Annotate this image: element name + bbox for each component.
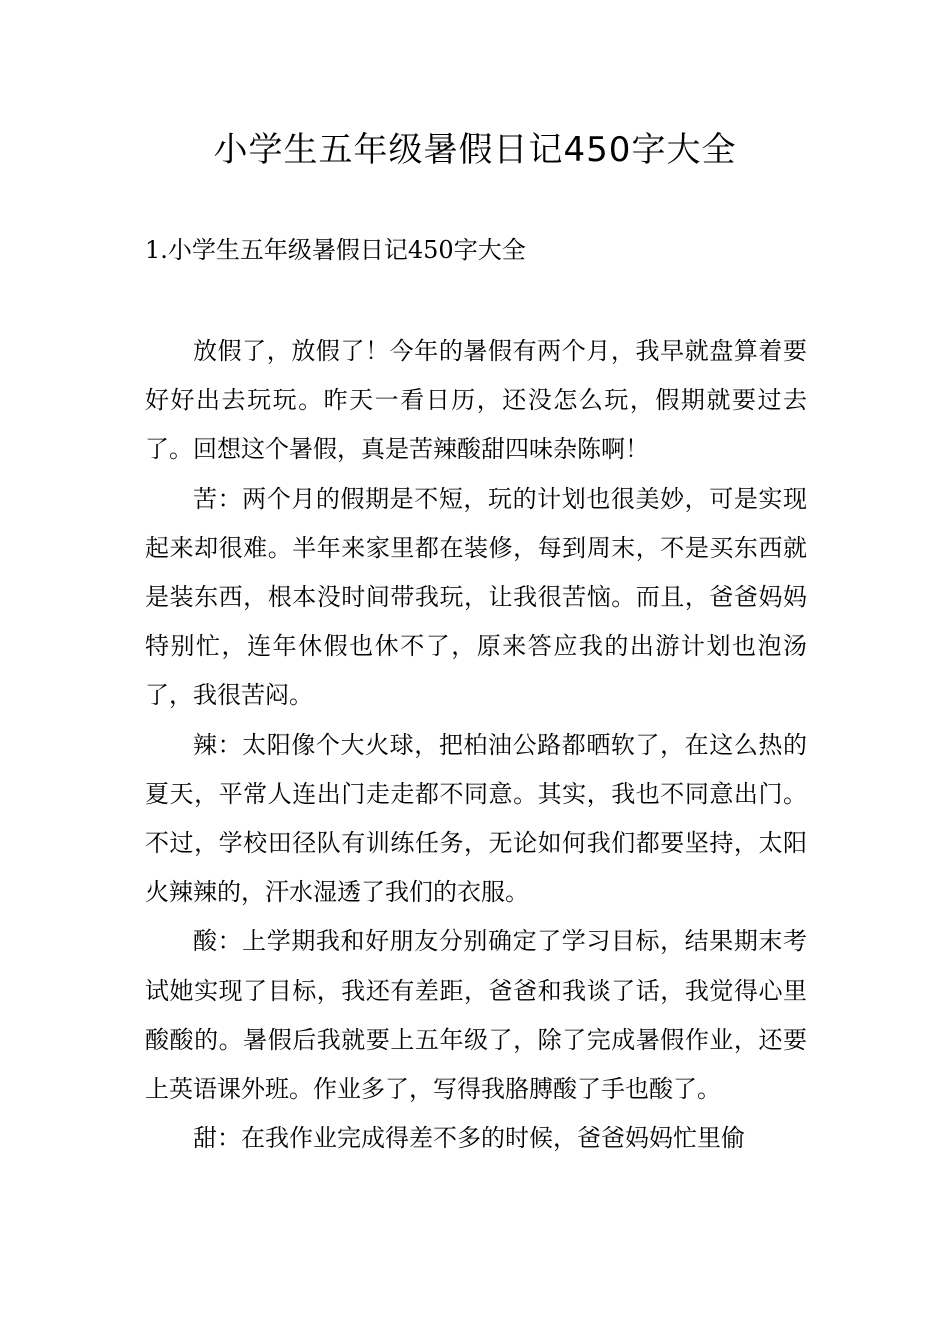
paragraph-sour: 酸：上学期我和好朋友分别确定了学习目标，结果期末考试她实现了目标，我还有差距，爸爸和我谈了话，我觉得心里酸酸的。暑假后我就要上五年级了，除了完成暑假作业，还要上英语课外班。作业多了，写得我胳膊酸了手也酸了。 xyxy=(145,927,807,1104)
section-heading: 1.小学生五年级暑假日记450字大全 xyxy=(145,236,526,264)
paragraph-bitter: 苦：两个月的假期是不短，玩的计划也很美妙，可是实现起来却很难。半年来家里都在装修，每到周末，不是买东西就是装东西，根本没时间带我玩，让我很苦恼。而且，爸爸妈妈特别忙，连年休假也休不了，原来答应我的出游计划也泡汤了，我很苦闷。 xyxy=(145,484,807,710)
paragraph-spicy: 辣：太阳像个大火球，把柏油公路都晒软了，在这么热的夏天，平常人连出门走走都不同意。其实，我也不同意出门。不过，学校田径队有训练任务，无论如何我们都要坚持，太阳火辣辣的，汗水湿透了我们的衣服。 xyxy=(145,730,807,907)
paragraph-intro: 放假了，放假了！今年的暑假有两个月，我早就盘算着要好好出去玩玩。昨天一看日历，还没怎么玩，假期就要过去了。回想这个暑假，真是苦辣酸甜四味杂陈啊！ xyxy=(145,337,807,464)
diary-body xyxy=(145,327,807,1163)
document-title: 小学生五年级暑假日记450字大全 xyxy=(213,130,737,170)
paragraph-sweet: 甜：在我作业完成得差不多的时候，爸爸妈妈忙里偷 xyxy=(193,1124,745,1153)
